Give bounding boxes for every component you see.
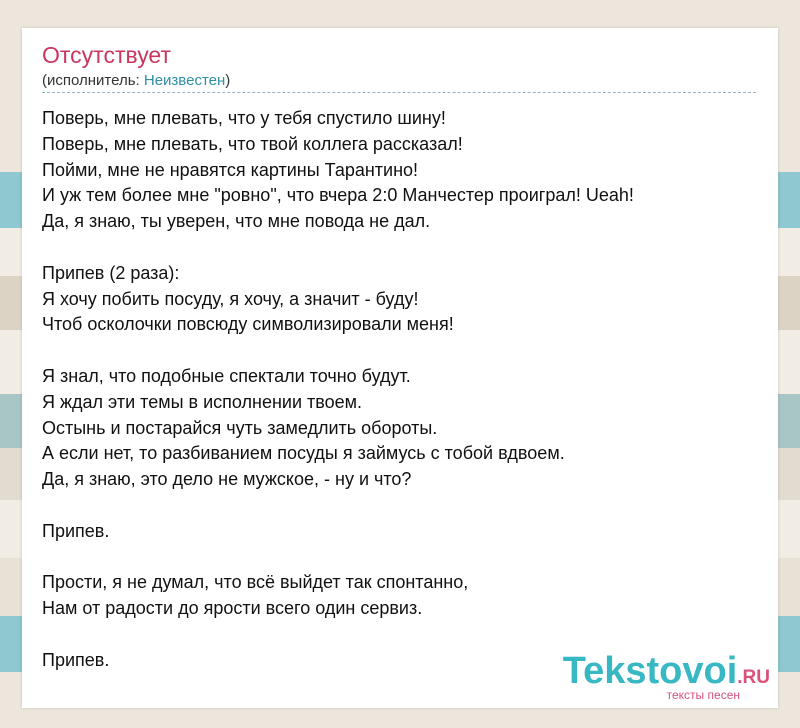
logo-tld: .RU [737, 667, 770, 688]
artist-line [42, 72, 230, 89]
site-logo[interactable] [563, 652, 770, 702]
lyric-line: Поверь, мне плевать, что у тебя спустило шину! [42, 108, 446, 128]
lyric-line: Поверь, мне плевать, что твой коллега рассказал! [42, 133, 463, 154]
artist-suffix: ) [225, 72, 231, 89]
lyric-blank-line [42, 235, 762, 261]
lyrics-card [22, 28, 778, 708]
lyric-line: Прости, я не думал, что всё выйдет так спонтанно, [42, 572, 469, 593]
lyric-line: А если нет, то разбиванием посуды я займусь с тобой вдвоем. [42, 443, 565, 464]
lyrics-text [42, 106, 762, 674]
title-divider [42, 92, 756, 93]
lyric-line: Я ждал эти темы в исполнении твоем. [42, 391, 363, 412]
lyric-blank-line [42, 622, 762, 648]
lyric-line: Да, я знаю, ты уверен, что мне повода не дал. [42, 211, 431, 232]
lyric-line: Чтоб осколочки повсюду символизировали меня! [42, 314, 454, 335]
lyric-line: Припев. [42, 520, 110, 541]
lyric-line: Пойми, мне не нравятся картины Тарантино! [42, 159, 419, 180]
artist-prefix: (исполнитель: [42, 72, 144, 89]
lyric-line: Нам от радости до ярости всего один сервиз. [42, 598, 423, 619]
logo-wordmark: Tekstovoi [562, 650, 738, 692]
lyric-blank-line [42, 545, 762, 571]
lyric-line: Остынь и постарайся чуть замедлить обороты. [42, 417, 438, 438]
lyric-line: Припев. [42, 649, 110, 670]
lyric-line: Я хочу побить посуду, я хочу, а значит - буду! [42, 288, 419, 309]
song-title: Отсутствует [42, 42, 171, 68]
lyric-blank-line [42, 493, 762, 519]
logo-tagline: тексты песен [666, 688, 740, 702]
lyric-line: Я знал, что подобные спектали точно будут. [42, 365, 411, 386]
artist-link[interactable]: Неизвестен [143, 72, 226, 89]
lyric-blank-line [42, 338, 762, 364]
lyric-line: Да, я знаю, это дело не мужское, - ну и что? [42, 469, 412, 490]
lyric-line: И уж тем более мне "ровно", что вчера 2:0 Манчестер проиграл! Ueah! [42, 185, 634, 206]
lyric-line: Припев (2 раза): [42, 262, 180, 283]
